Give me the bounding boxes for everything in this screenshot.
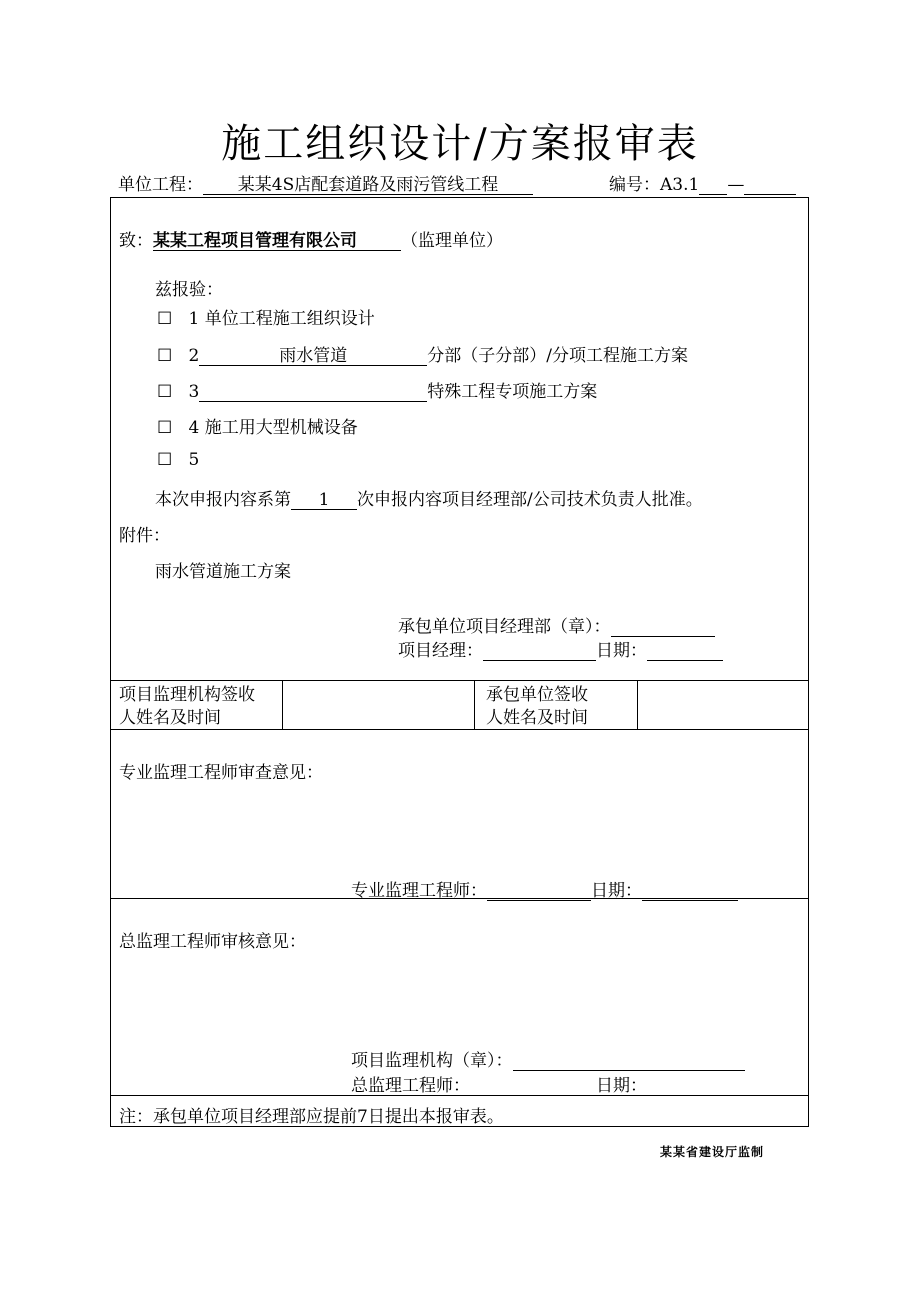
approval-suffix: 次申报内容项目经理部/公司技术负责人批准。 xyxy=(357,490,703,510)
chief-org-label: 项目监理机构（章）： xyxy=(351,1051,513,1071)
to-label: 致： xyxy=(119,231,153,251)
item-3-number: 3 xyxy=(188,382,200,402)
project-value: 某某4S店配套道路及雨污管线工程 xyxy=(203,176,533,195)
item-3-label: 特殊工程专项施工方案 xyxy=(427,382,598,402)
supervision-sign-label xyxy=(119,684,255,730)
supervision-sign-label-line-1: 项目监理机构签收 xyxy=(119,685,255,705)
addressee-line xyxy=(119,226,503,251)
contractor-sign-label xyxy=(486,684,588,730)
checkbox-2[interactable]: ☐ xyxy=(157,346,173,366)
item-2-number: 2 xyxy=(188,346,200,366)
engineer-sign-line xyxy=(351,876,738,901)
project-line xyxy=(118,170,533,195)
chief-date-blank[interactable] xyxy=(647,1095,739,1096)
number-prefix: A3.1 xyxy=(660,175,700,195)
item-2-blank: 雨水管道 xyxy=(199,347,427,366)
form-title: 施工组织设计/方案报审表 xyxy=(221,121,699,167)
contractor-date-blank[interactable] xyxy=(647,660,723,661)
checkbox-4[interactable]: ☐ xyxy=(157,418,173,438)
engineer-date-blank[interactable] xyxy=(642,900,738,901)
chief-label: 总监理工程师： xyxy=(351,1076,470,1096)
sign-col-divider-2 xyxy=(474,680,475,729)
item-3 xyxy=(157,377,597,402)
approval-count: 1 xyxy=(291,491,357,510)
engineer-signature-blank[interactable] xyxy=(487,900,591,901)
item-2 xyxy=(157,341,688,366)
attachment-content: 雨水管道施工方案 xyxy=(155,562,291,582)
item-4-label: 4 施工用大型机械设备 xyxy=(188,418,358,438)
item-2-label: 分部（子分部）/分项工程施工方案 xyxy=(427,346,689,366)
item-4 xyxy=(157,413,358,438)
engineer-review-heading: 专业监理工程师审查意见： xyxy=(119,763,323,783)
number-blank-2 xyxy=(744,194,796,195)
contractor-sign-cell[interactable] xyxy=(638,681,808,728)
note: 注：承包单位项目经理部应提前7日提出本报审表。 xyxy=(119,1107,504,1127)
project-label: 单位工程： xyxy=(118,175,203,195)
engineer-date-label: 日期： xyxy=(591,881,642,901)
engineer-label: 专业监理工程师： xyxy=(351,881,487,901)
number-label: 编号： xyxy=(609,175,660,195)
checkbox-1[interactable]: ☐ xyxy=(157,309,173,329)
chief-sign-line xyxy=(351,1071,739,1096)
number-dash: — xyxy=(727,175,745,195)
supervision-role: （监理单位） xyxy=(401,231,503,251)
item-5 xyxy=(157,450,199,470)
approval-line xyxy=(155,485,703,510)
number-line xyxy=(609,170,796,195)
contractor-manager-line xyxy=(398,636,723,661)
chief-review-heading: 总监理工程师审核意见： xyxy=(119,932,306,952)
project-manager-blank[interactable] xyxy=(483,660,596,661)
chief-date-label: 日期： xyxy=(596,1076,647,1096)
supervision-company: 某某工程项目管理有限公司 xyxy=(153,232,401,251)
contractor-date-label: 日期： xyxy=(596,641,647,661)
chief-signature-blank[interactable] xyxy=(470,1095,596,1096)
item-3-blank xyxy=(199,401,427,402)
item-1 xyxy=(157,304,375,329)
approval-prefix: 本次申报内容系第 xyxy=(155,490,291,510)
project-manager-label: 项目经理： xyxy=(398,641,483,661)
checkbox-5[interactable]: ☐ xyxy=(157,450,173,470)
checkbox-3[interactable]: ☐ xyxy=(157,382,173,402)
supervision-sign-label-line-2: 人姓名及时间 xyxy=(119,708,221,728)
form-table xyxy=(110,197,809,1127)
supervision-sign-cell[interactable] xyxy=(283,681,473,728)
chief-org-line xyxy=(351,1046,745,1071)
attachment-label: 附件： xyxy=(119,526,170,546)
item-1-label: 1 单位工程施工组织设计 xyxy=(188,309,375,329)
contractor-seal-label: 承包单位项目经理部（章）： xyxy=(398,617,611,637)
item-5-label: 5 xyxy=(188,450,200,470)
submit-intro: 兹报验： xyxy=(155,280,223,300)
footer-issuer: 某某省建设厅监制 xyxy=(660,1145,765,1159)
number-blank-1 xyxy=(699,194,727,195)
contractor-sign-label-line-2: 人姓名及时间 xyxy=(486,708,588,728)
contractor-seal-line xyxy=(398,612,715,637)
contractor-sign-label-line-1: 承包单位签收 xyxy=(486,685,588,705)
